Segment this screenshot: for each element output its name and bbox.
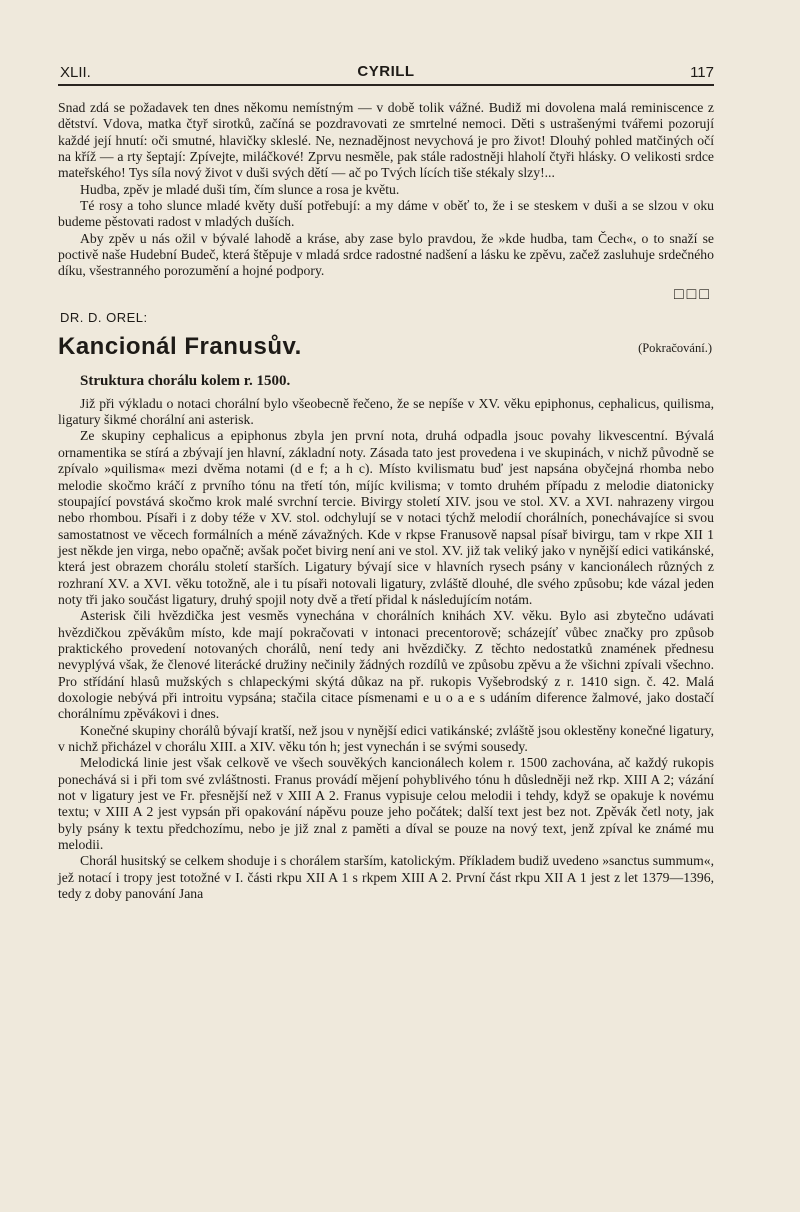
paragraph: Snad zdá se požadavek ten dnes někomu nemístným — v době tolik vážné. Budiž mi dovolena malá reminiscence z dětství. Vdova, matka čtyř sirotků, začíná se pozdravovati ze smrtelné nemoci. Děti s ustrašenými tvářemi pozorují každé její hnutí: oči smutné, hlavičky skleslé. Ne, neznadějnost nevychová je pro život! Dlouhý pohled matčiných očí na kříž — a rty šeptají: Zpívejte, miláčkové! Zprvu nesměle, pak stále radostněji hlaholí čtyři hlásky. O velikosti srdce mateřského! Tys síla nový život v duši svých dětí — ač po Tvých lících tiše stékaly slzy!... [58,100,714,181]
paragraph: Asterisk čili hvězdička jest vesměs vynechána v chorálních knihách XV. věku. Bylo asi zbytečno udávati hvězdičkou zpěvákům místo, kde mají pokračovati v intonaci precentorově; scházejíť vůbec značky pro způsob praktického provedení notovaných chorálů, není tedy ani hvězdičky. Z těchto nedostatků znamének přednesu nevyplývá však, že členové literácké družiny nečinily žádných rozdílů ve způsobu zpěvu a že všichni zpívali všechno. Pro střídání hlasů mužských s chlapeckými skýtá důkaz na př. rukopis Vyšebrodský z r. 1410 sign. č. 42. Malá doxologie nebývá při introitu vypsána; stačila citace písmenami e u o a e s udáním diference žalmové, jako dostačí chorálnímu zpěvákovi i dnes. [58,608,714,722]
paragraph: Chorál husitský se celkem shoduje i s chorálem starším, katolickým. Příkladem budiž uvedeno »sanctus summum«, jež notací i tropy jest totožné v I. části rkpu XII A 1 s rkpem XIII A 2. První část rkpu XII A 1 jest z let 1379—1396, tedy z doby panování Jana [58,853,714,902]
paragraph: Aby zpěv u nás ožil v bývalé lahodě a kráse, aby zase bylo pravdou, že »kde hudba, tam Čech«, o to snaží se poctivě naše Hudební Budeč, která štěpuje v mladá srdce radostné nadšení a lásku ke zpěvu, začež zasluhuje srdečného díku, všestranného porozumění a hojné podpory. [58,230,714,279]
section-heading: Struktura chorálu kolem r. 1500. [80,372,291,389]
paragraph: Melodická linie jest však celkově ve všech souvěkých kancionálech kolem r. 1500 zachována, ač každý rukopis ponechává si i při tom své zvláštnosti. Franus provádí mějení pohyblivého tónu h důsledněji než rkp. XIII A 2; vázání not v ligatury jest ve Fr. přesnější než v XIII A 2. Franus vypisuje celou melodii i tehdy, když se opakuje k novému textu; v XIII A 2 jest vypsán při opakování nápěvu pouze jeho počátek; další text jest bez not. Zpěvák četl noty, jak byly psány k textu předchozímu, nebo je již znal z paměti a díval se pouze na nový text, jenž zpíval ke známé mu melodii. [58,755,714,853]
page-number: 117 [690,64,714,81]
article-title: Kancionál Franusův. [58,332,302,360]
paragraph: Ze skupiny cephalicus a epiphonus zbyla jen první nota, druhá odpadla jsouc povahy likvescentní. Bývalá ornamentika se stírá a zbývají jen hlavní, základní noty. Zásada tato jest provedena i ve skupinách, v nichž původně se zpívalo »quilisma« mezi dvěma notami (d e f; a h c). Místo kvilismatu buď jest napsána obyčejná rhomba nebo melodie skočmo kráčí z prvního tónu na třetí tón, míjíc kvilisma; v tomto druhém případu z melodie diatonicky stoupající povstává skočmo krok malé svrchní tercie. Bivirgy století XIV. jsou ve stol. XV. a XVI. nahrazeny virgou nebo rhombou. Písaři i z doby téže v XV. stol. odchylují se v notaci týchž melodií chorálních, ponechávajíce si svou samostatnost ve věcech formálních a méně závažných. Kde v rkpse Franusově napsal písař bivirgu, tam v rkpe XII 1 jest někde jen virga, nebo opačně; avšak počet bivirg není ani ve stol. XV. již tak veliký jako v nynější edici vatikánské, která jest obrazem chorálu století starších. Ligatury bývají sice v hlavních rysech psány v kancionálech různých z rozhraní XV. a XVI. věku totožně, ale i tu písaři notovali ligatury, zvláště dlouhé, dle svého způsobu; kde vázal jeden noty tři jako součást ligatury, druhý spojil noty dvě a třetí přidal k následujícím notám. [58,428,714,607]
article-title-row [58,333,714,363]
journal-title: CYRILL [357,63,415,80]
top-section [58,100,714,280]
continued-note: (Pokračování.) [638,340,712,355]
section-divider-ornament: □□□ [674,285,712,303]
paragraph: Té rosy a toho slunce mladé květy duší potřebují: a my dáme v oběť to, že i se steskem v duši a se slzou v oku budeme pěstovati radost v mladých duších. [58,198,714,230]
running-head [58,62,714,86]
paragraph: Již při výkladu o notaci chorální bylo všeobecně řečeno, že se nepíše v XV. věku epiphonus, cephalicus, quilisma, ligatury šikmé chorální ani asterisk. [58,395,714,428]
volume-number: XLII. [60,64,91,81]
paragraph: Hudba, zpěv je mladé duši tím, čím slunce a rosa je květu. [80,181,400,197]
article-author: DR. D. OREL: [60,309,148,325]
article-body [58,396,714,903]
paragraph: Konečné skupiny chorálů bývají kratší, než jsou v nynější edici vatikánské; zvláště jsou oklestěny konečné ligatury, v nichž přicházel v chorálu XIII. a XIV. věku tón h; jest vynechán i se svými sousedy. [58,722,714,754]
